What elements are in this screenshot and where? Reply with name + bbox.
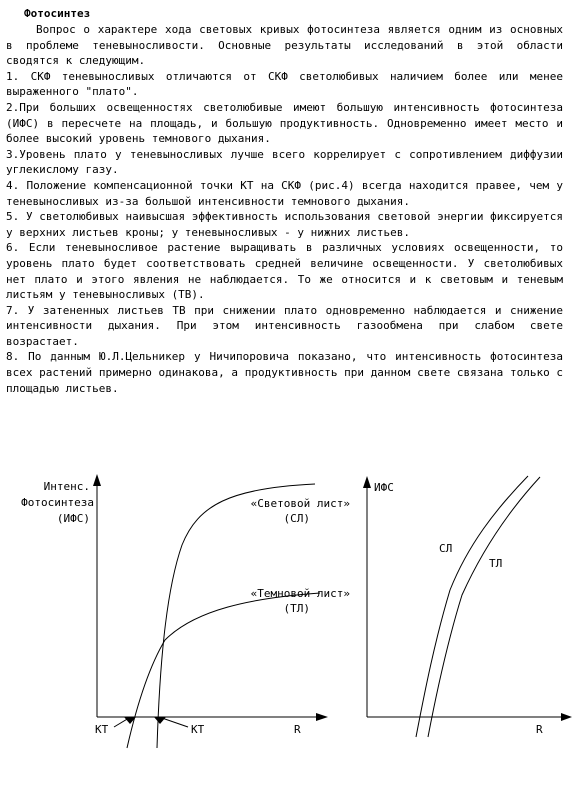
point-paragraph: 7. У затененных листьев ТВ при снижении плато одновременно наблюдается и снижение интенсивности дыхания. При этом интенсивность газообмена при слабом свете возрастает. xyxy=(6,303,563,348)
left-y-label-line-3: (ИФС) xyxy=(56,512,90,525)
point-paragraph: 1. СКФ теневыносливых отличаются от СКФ светолюбивых наличием более или менее выраженного "плато". xyxy=(6,69,563,99)
point-paragraph: 8. По данным Ю.Л.Цельникер у Ничипоровича показано, что интенсивность фотосинтеза всех растений примерно одинакова, а продуктивность при данном свете связана только с площадью листьев. xyxy=(6,350,563,395)
left-y-axis-arrow-icon xyxy=(93,474,101,486)
right-x-axis-arrow-icon xyxy=(561,713,572,721)
left-y-label-line-2: Фотосинтеза xyxy=(21,496,94,509)
point-paragraph: 3.Уровень плато у теневыносливых лучше всего коррелирует с сопротивлением диффузии углекислому газу. xyxy=(6,147,563,177)
kt-right-label: КТ xyxy=(191,723,205,736)
left-y-label-line-1: Интенс. xyxy=(43,480,90,493)
point-paragraph: 6. Если теневыносливое растение выращивать в различных условиях освещенности, то уровень плато будет соответствовать средней величине освещенности. У светолюбивых нет плато и этого явления не наблюдается. То же относится и к световым и теневым листьям у теневыносливых (ТВ). xyxy=(6,241,563,302)
right-y-label: ИФС xyxy=(374,481,394,494)
right-figure xyxy=(363,476,572,737)
point-paragraph: 5. У светолюбивых наивысшая эффективность использования световой энергии фиксируется у верхних листьев кроны; у теневыносливых - у нижних листьев. xyxy=(6,210,563,239)
right-y-axis-arrow-icon xyxy=(363,476,371,488)
left-x-label: R xyxy=(294,723,301,736)
compensation-point-right-marker-icon xyxy=(154,717,166,724)
kt-left-label: КТ xyxy=(95,723,109,736)
kt-right-pointer xyxy=(162,718,188,727)
light-leaf-label: «Световой лист» xyxy=(250,497,350,510)
left-figure xyxy=(21,474,350,748)
shade-leaf-label: «Темновой лист» xyxy=(250,587,350,600)
left-x-axis-arrow-icon xyxy=(316,713,328,721)
light-leaf-abbrev: (СЛ) xyxy=(283,512,310,525)
right-x-label: R xyxy=(536,723,543,736)
point-paragraph: 2.При больших освещенностях светолюбивые имеют большую интенсивность фотосинтеза (ИФС) в пересчете на площадь, и большую продуктивность. Одновременно имеет место и более высокий уровень темнового дыхания. xyxy=(6,100,563,146)
curve-a-label: СЛ xyxy=(439,542,453,555)
document-title: Фотосинтез xyxy=(24,7,91,20)
kt-left-pointer xyxy=(114,718,129,727)
shade-leaf-abbrev: (ТЛ) xyxy=(283,602,310,615)
shade-leaf-curve xyxy=(127,593,320,748)
curve-b-label: ТЛ xyxy=(489,557,503,570)
intro-paragraph: Вопрос о характере хода световых кривых фотосинтеза является одним из основных в проблеме теневыносливости. Основные результаты исследований в этой области сводятся к следующим. xyxy=(6,23,563,68)
light-leaf-curve-right xyxy=(416,476,528,737)
point-paragraph: 4. Положение компенсационной точки КТ на СКФ (рис.4) всегда находится правее, чем у теневыносливых из-за большой интенсивности темнового дыхания. xyxy=(6,178,563,208)
